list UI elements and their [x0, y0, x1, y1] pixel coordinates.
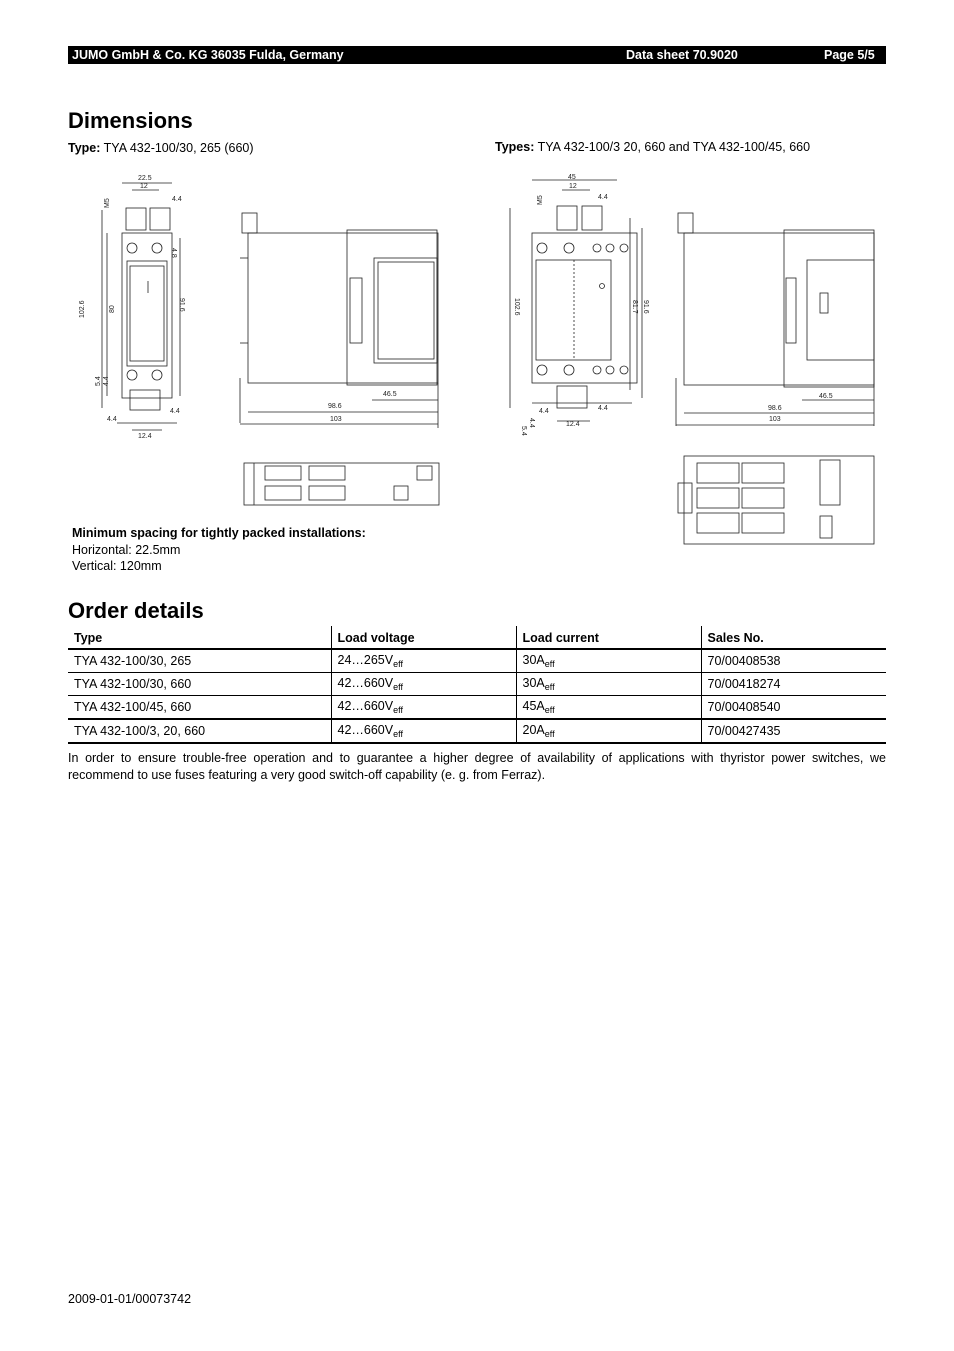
svg-text:4.8: 4.8 — [170, 248, 177, 258]
svg-text:4.4: 4.4 — [107, 416, 117, 423]
column-header-sales-no: Sales No. — [701, 626, 886, 649]
svg-text:46.5: 46.5 — [383, 391, 397, 398]
cell-sales-no: 70/00427435 — [701, 719, 886, 743]
svg-text:91.6: 91.6 — [178, 298, 185, 312]
svg-text:46.5: 46.5 — [819, 393, 833, 400]
svg-text:103: 103 — [769, 416, 781, 423]
svg-text:103: 103 — [330, 416, 342, 423]
left-dimension-drawing — [72, 168, 457, 518]
cell-voltage: $42\dots 660V_{eff}$ — [331, 673, 516, 696]
header-page: Page 5/5 — [824, 48, 875, 62]
dimensions-heading: Dimensions — [68, 108, 193, 133]
table-row — [68, 673, 886, 696]
cell-type: TYA 432-100/45, 660 — [68, 696, 331, 720]
spacing-vertical: Vertical: 120mm — [72, 559, 162, 573]
left-side-view — [240, 213, 438, 428]
svg-text:102.6: 102.6 — [513, 298, 520, 316]
svg-text:12: 12 — [140, 183, 148, 190]
right-dimension-drawing — [502, 168, 877, 553]
cell-current: $45A_{eff}$ — [516, 696, 701, 720]
column-header-load-voltage: Load voltage — [331, 626, 516, 649]
cell-voltage: $24\dots 265V_{eff}$ — [331, 649, 516, 673]
header-company: JUMO GmbH & Co. KG 36035 Fulda, Germany — [72, 48, 344, 62]
left-bottom-view — [244, 463, 439, 505]
right-front-view — [510, 180, 642, 421]
cell-voltage: $42\dots 660V_{eff}$ — [331, 719, 516, 743]
table-row — [68, 649, 886, 673]
spacing-horizontal: Horizontal: 22.5mm — [72, 542, 181, 557]
right-bottom-view — [678, 456, 874, 544]
cell-sales-no: 70/00418274 — [701, 673, 886, 696]
cell-type: TYA 432-100/3, 20, 660 — [68, 719, 331, 743]
right-side-view — [676, 213, 874, 426]
svg-text:91.6: 91.6 — [642, 300, 649, 314]
order-details-heading: Order details — [68, 598, 204, 623]
svg-text:12.4: 12.4 — [138, 433, 152, 440]
svg-text:12.4: 12.4 — [566, 421, 580, 428]
header-datasheet: Data sheet 70.9020 — [626, 48, 738, 62]
page-header — [68, 46, 886, 64]
svg-text:4.4: 4.4 — [598, 405, 608, 412]
cell-current: $30A_{eff}$ — [516, 649, 701, 673]
spacing-title: Minimum spacing for tightly packed installations: — [72, 526, 366, 540]
svg-text:102.6: 102.6 — [79, 300, 86, 318]
table-header-row — [68, 626, 886, 649]
fuse-recommendation-note: In order to ensure trouble-free operation and to guarantee a higher degree of availability of applications with thyristor power switches, we recommend to use fuses featuring a very good switch-off capability (e. g. from Ferraz). — [68, 751, 886, 782]
minimum-spacing-note — [72, 525, 366, 575]
table-row — [68, 696, 886, 720]
svg-text:M5: M5 — [104, 198, 111, 208]
order-details-table — [68, 626, 886, 744]
svg-text:22.5: 22.5 — [138, 175, 152, 182]
footer-doc-id: 2009-01-01/00073742 — [68, 1292, 192, 1306]
svg-text:98.6: 98.6 — [328, 403, 342, 410]
cell-type: TYA 432-100/30, 660 — [68, 673, 331, 696]
cell-type: TYA 432-100/30, 265 — [68, 649, 331, 673]
svg-text:98.6: 98.6 — [768, 405, 782, 412]
column-header-load-current: Load current — [516, 626, 701, 649]
table-row — [68, 719, 886, 743]
svg-text:4.4: 4.4 — [539, 408, 549, 415]
svg-text:45: 45 — [568, 174, 576, 181]
svg-text:81.7: 81.7 — [631, 300, 638, 314]
svg-text:80: 80 — [109, 305, 116, 313]
column-header-type: Type — [74, 630, 103, 645]
svg-text:4.4: 4.4 — [170, 408, 180, 415]
cell-sales-no: 70/00408540 — [701, 696, 886, 720]
right-diagram-caption: Types: TYA 432-100/3 20, 660 and TYA 432-100/45, 660 — [495, 140, 811, 154]
svg-text:12: 12 — [569, 183, 577, 190]
cell-sales-no: 70/00408538 — [701, 649, 886, 673]
svg-text:5.4: 5.4 — [520, 426, 527, 436]
svg-text:4.4: 4.4 — [598, 194, 608, 201]
svg-text:M5: M5 — [537, 195, 544, 205]
left-diagram-caption: Type: TYA 432-100/30, 265 (660) — [68, 141, 254, 155]
cell-voltage: $42\dots 660V_{eff}$ — [331, 696, 516, 720]
svg-text:4.4: 4.4 — [528, 418, 535, 428]
cell-current: $20A_{eff}$ — [516, 719, 701, 743]
cell-current: $30A_{eff}$ — [516, 673, 701, 696]
svg-text:4.4: 4.4 — [172, 196, 182, 203]
svg-text:5.4: 5.4 — [95, 376, 102, 386]
svg-text:4.4: 4.4 — [103, 376, 110, 386]
